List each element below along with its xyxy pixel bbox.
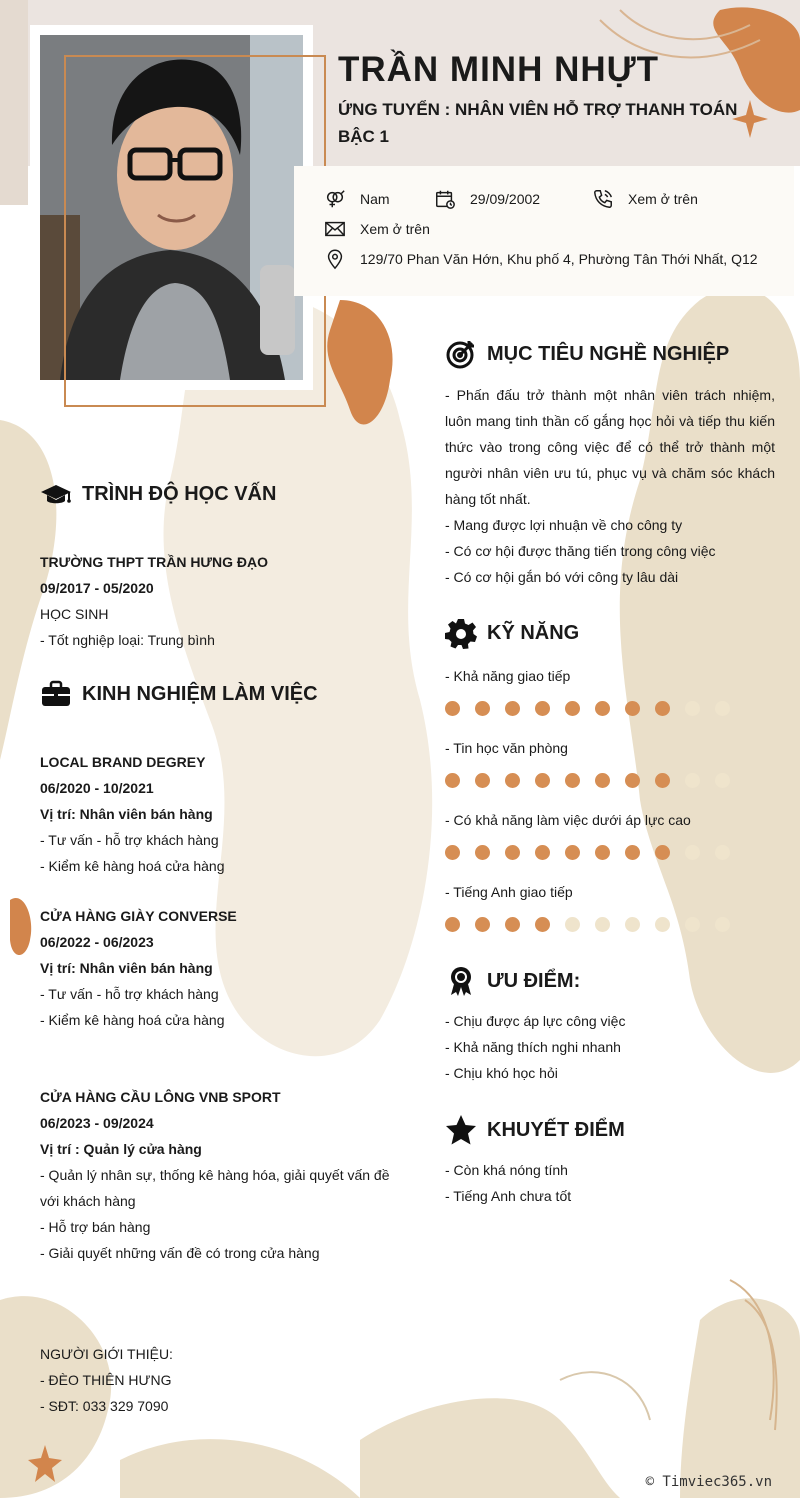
weaknesses-list — [445, 1157, 571, 1209]
referral-section — [40, 1341, 173, 1419]
rating-dot-filled — [595, 845, 610, 860]
strengths-title-text: ƯU ĐIỂM: — [487, 969, 581, 992]
strengths-list — [445, 1008, 625, 1086]
email-value: Xem ở trên — [360, 221, 430, 237]
rating-dot-empty — [685, 917, 700, 932]
rating-dot-filled — [625, 773, 640, 788]
job-company: CỬA HÀNG GIÀY CONVERSE — [40, 908, 237, 924]
weakness-item: - Còn khá nóng tính — [445, 1162, 568, 1178]
job-company: LOCAL BRAND DEGREY — [40, 754, 206, 770]
graduation-cap-icon — [40, 478, 72, 510]
contact-info — [294, 166, 794, 296]
referral-phone: - SĐT: 033 329 7090 — [40, 1398, 169, 1414]
objective-section-title — [445, 338, 729, 370]
rating-dot-filled — [625, 701, 640, 716]
rating-dot-empty — [715, 773, 730, 788]
rating-dot-empty — [685, 773, 700, 788]
experience-section-title — [40, 678, 318, 710]
job-task: - Tư vấn - hỗ trợ khách hàng — [40, 986, 219, 1002]
gender-row — [324, 188, 390, 210]
job-company: CỬA HÀNG CẦU LÔNG VNB SPORT — [40, 1089, 281, 1105]
rating-dot-empty — [655, 917, 670, 932]
job-task: - Tư vấn - hỗ trợ khách hàng — [40, 832, 219, 848]
phone-row — [592, 188, 698, 210]
objective-content — [445, 382, 775, 590]
strength-item: - Chịu được áp lực công việc — [445, 1013, 626, 1029]
strength-item: - Khả năng thích nghi nhanh — [445, 1039, 621, 1055]
address-value: 129/70 Phan Văn Hớn, Khu phố 4, Phường Tân Thới Nhất, Q12 — [360, 251, 758, 267]
birthday-value: 29/09/2002 — [470, 191, 541, 207]
strength-item: - Chịu khó học hỏi — [445, 1065, 558, 1081]
rating-dot-filled — [535, 701, 550, 716]
gender-icon — [324, 188, 346, 210]
rating-dot-filled — [595, 773, 610, 788]
rating-dot-filled — [595, 701, 610, 716]
objective-paragraph: - Phấn đấu trở thành một nhân viên trách nhiệm, luôn mang tinh thần cố gắng học hỏi và tiếp thu kiến thức vào trong công việc để có thể trở thành một người nhân viên ưu tú, phục vụ và chăm sóc khách hàng tốt nhất. — [445, 387, 775, 507]
job-entry — [40, 1084, 400, 1266]
rating-dot-filled — [565, 701, 580, 716]
rating-dot-empty — [715, 917, 730, 932]
target-icon — [445, 338, 477, 370]
strengths-section-title — [445, 965, 580, 997]
job-position: Vị trí: Nhân viên bán hàng — [40, 960, 213, 976]
phone-value: Xem ở trên — [628, 191, 698, 207]
job-period: 06/2022 - 06/2023 — [40, 934, 154, 950]
objective-item: - Có cơ hội được thăng tiến trong công việc — [445, 543, 716, 559]
referral-title: NGƯỜI GIỚI THIỆU: — [40, 1346, 173, 1362]
phone-icon — [592, 188, 614, 210]
job-task: - Kiểm kê hàng hoá cửa hàng — [40, 858, 225, 874]
rating-dot-filled — [535, 845, 550, 860]
skill-rating — [445, 845, 745, 860]
rating-dot-filled — [505, 845, 520, 860]
referral-name: - ĐÈO THIÊN HƯNG — [40, 1372, 172, 1388]
job-task: - Giải quyết những vấn đề có trong cửa hàng — [40, 1245, 320, 1261]
education-role: HỌC SINH — [40, 606, 109, 622]
rating-dot-filled — [445, 845, 460, 860]
job-task: - Quản lý nhân sự, thống kê hàng hóa, giải quyết vấn đề — [40, 1167, 390, 1183]
objective-item: - Có cơ hội gắn bó với công ty lâu dài — [445, 569, 679, 585]
rating-dot-empty — [625, 917, 640, 932]
rating-dot-empty — [715, 845, 730, 860]
footer-watermark: © Timviec365.vn — [645, 1474, 772, 1490]
rating-dot-filled — [655, 773, 670, 788]
education-entry — [40, 549, 268, 653]
rating-dot-empty — [715, 701, 730, 716]
weaknesses-title-text: KHUYẾT ĐIỂM — [487, 1118, 625, 1141]
skill-rating — [445, 773, 745, 788]
skill-name: - Tiếng Anh giao tiếp — [445, 884, 573, 900]
briefcase-icon — [40, 678, 72, 710]
photo-outline — [64, 55, 326, 407]
rating-dot-filled — [475, 845, 490, 860]
rating-dot-filled — [655, 845, 670, 860]
job-task: - Hỗ trợ bán hàng — [40, 1219, 151, 1235]
education-detail: - Tốt nghiệp loại: Trung bình — [40, 632, 215, 648]
job-entry — [40, 903, 237, 1033]
objective-item: - Mang được lợi nhuận về cho công ty — [445, 517, 683, 533]
education-title-text: TRÌNH ĐỘ HỌC VẤN — [82, 482, 277, 505]
rating-dot-filled — [445, 701, 460, 716]
rating-dot-filled — [535, 773, 550, 788]
gender-value: Nam — [360, 191, 390, 207]
rating-dot-filled — [505, 773, 520, 788]
job-period: 06/2020 - 10/2021 — [40, 780, 154, 796]
experience-title-text: KINH NGHIỆM LÀM VIỆC — [82, 682, 318, 705]
rating-dot-filled — [565, 845, 580, 860]
skills-section-title — [445, 617, 579, 649]
skill-name: - Có khả năng làm việc dưới áp lực cao — [445, 812, 691, 828]
gear-icon — [445, 617, 477, 649]
education-section-title — [40, 478, 276, 510]
weaknesses-section-title — [445, 1114, 625, 1146]
rating-dot-filled — [505, 701, 520, 716]
rating-dot-filled — [475, 917, 490, 932]
full-name: TRẦN MINH NHỰT — [338, 50, 660, 89]
rating-dot-filled — [445, 773, 460, 788]
rating-dot-filled — [625, 845, 640, 860]
school-name: TRƯỜNG THPT TRẦN HƯNG ĐẠO — [40, 554, 269, 570]
rating-dot-empty — [685, 845, 700, 860]
job-position: Vị trí : Quản lý cửa hàng — [40, 1141, 202, 1157]
skills-title-text: KỸ NĂNG — [487, 621, 580, 644]
email-icon — [324, 218, 346, 240]
job-task: - Kiểm kê hàng hoá cửa hàng — [40, 1012, 225, 1028]
job-entry — [40, 749, 225, 879]
weakness-item: - Tiếng Anh chưa tốt — [445, 1188, 572, 1204]
skill-rating — [445, 917, 745, 932]
job-task: với khách hàng — [40, 1193, 136, 1209]
job-period: 06/2023 - 09/2024 — [40, 1115, 154, 1131]
objective-title-text: MỤC TIÊU NGHỀ NGHIỆP — [487, 342, 730, 365]
star-icon — [445, 1114, 477, 1146]
birthday-row — [434, 188, 540, 210]
rating-dot-empty — [595, 917, 610, 932]
rating-dot-filled — [505, 917, 520, 932]
rating-dot-filled — [655, 701, 670, 716]
job-title: ỨNG TUYỂN : NHÂN VIÊN HỖ TRỢ THANH TOÁN BẬC 1 — [338, 100, 738, 146]
email-row — [324, 218, 430, 240]
rating-dot-filled — [475, 773, 490, 788]
rating-dot-filled — [475, 701, 490, 716]
rating-dot-empty — [685, 701, 700, 716]
job-position: Vị trí: Nhân viên bán hàng — [40, 806, 213, 822]
address-row — [324, 248, 758, 270]
award-ribbon-icon — [445, 965, 477, 997]
location-pin-icon — [324, 248, 346, 270]
rating-dot-filled — [445, 917, 460, 932]
skill-name: - Khả năng giao tiếp — [445, 668, 571, 684]
education-period: 09/2017 - 05/2020 — [40, 580, 154, 596]
skill-name: - Tin học văn phòng — [445, 740, 568, 756]
skill-rating — [445, 701, 745, 716]
rating-dot-filled — [535, 917, 550, 932]
calendar-icon — [434, 188, 456, 210]
rating-dot-filled — [565, 773, 580, 788]
rating-dot-empty — [565, 917, 580, 932]
